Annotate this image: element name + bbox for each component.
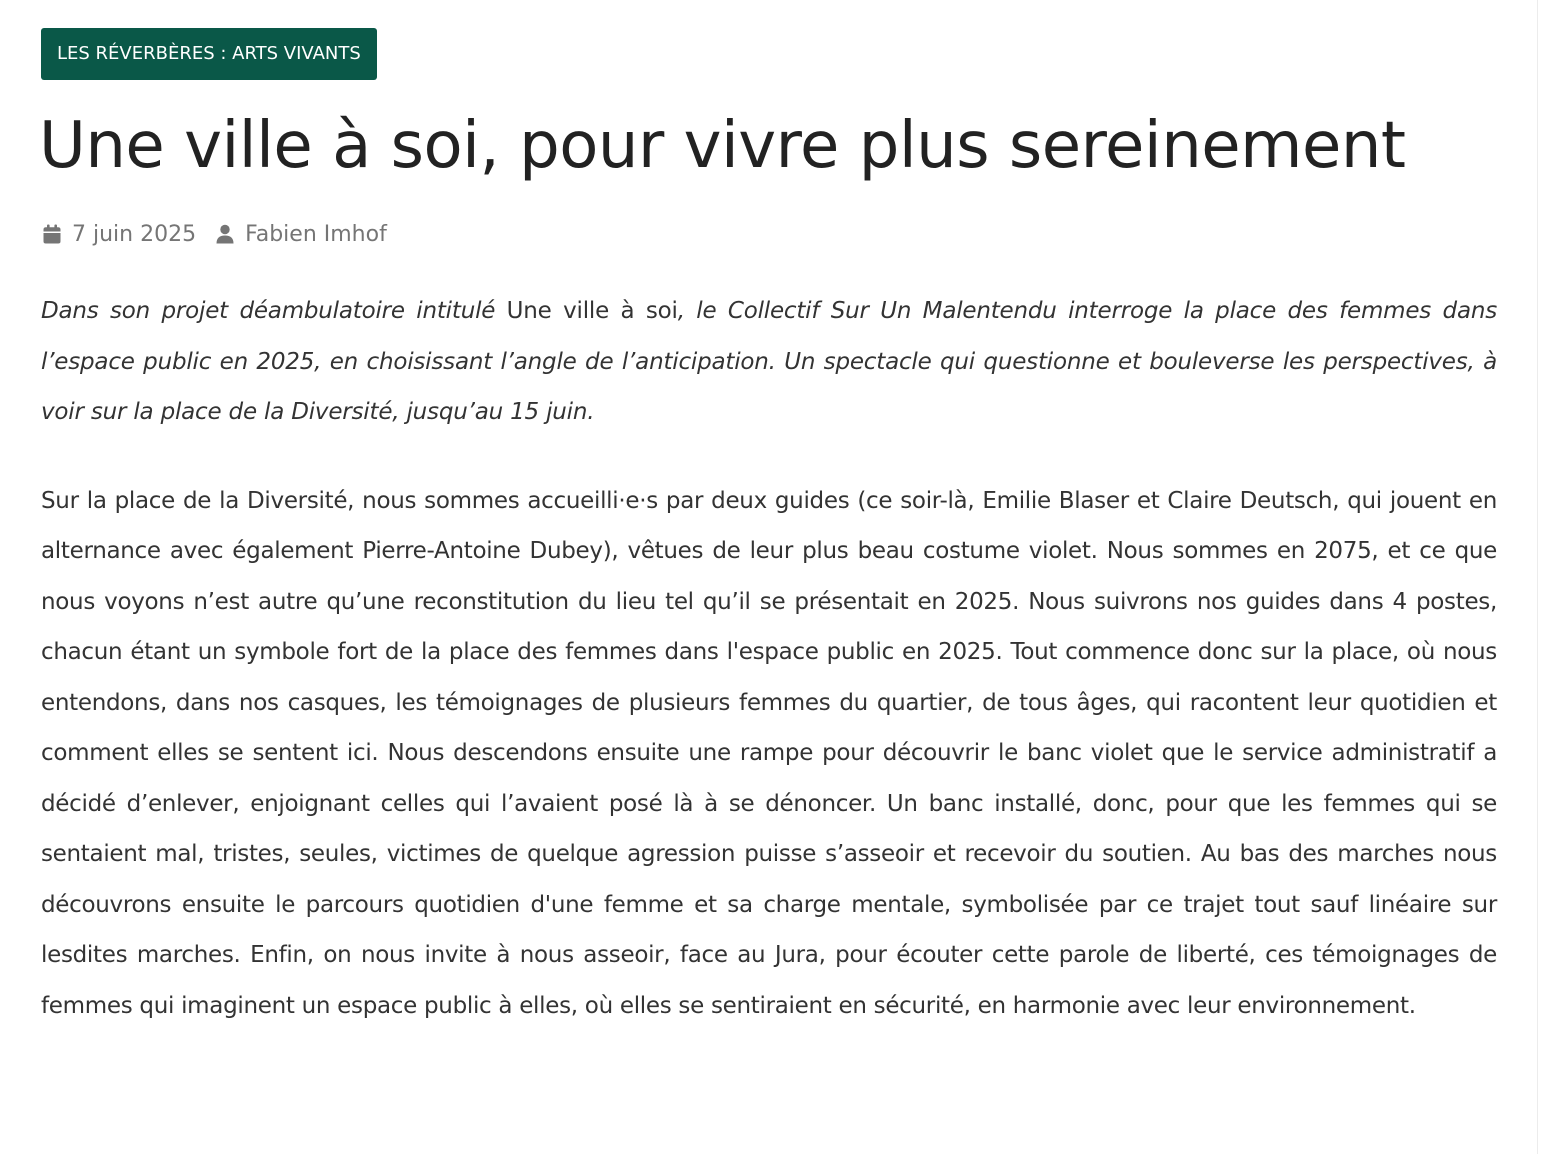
post-date-link[interactable]: 7 juin 2025 (72, 221, 197, 247)
intro-show-title: Une ville à soi (506, 298, 678, 324)
intro-text-start: Dans son projet déambulatoire intitulé (41, 298, 507, 324)
page-title: Une ville à soi, pour vivre plus sereinement (39, 109, 1406, 183)
article-meta (41, 218, 1497, 250)
category-badge[interactable]: LES RÉVERBÈRES : ARTS VIVANTS (41, 28, 377, 80)
article-paragraph: Sur la place de la Diversité, nous sommes accueilli·e·s par deux guides (ce soir-là, Emilie Blaser et Claire Deutsch, qui jouent en alternance avec également Pierre-Antoine Dubey), vêtues de leur plus beau costume violet. Nous sommes en 2075, et ce que nous voyons n’est autre qu’une reconstitution du lieu tel qu’il se présentait en 2025. Nous suivrons nos guides dans 4 postes, chacun étant un symbole fort de la place des femmes dans l'espace public en 2025. Tout commence donc sur la place, où nous entendons, dans nos casques, les témoignages de plusieurs femmes du quartier, de tous âges, qui racontent leur quotidien et comment elles se sentent ici. Nous descendons ensuite une rampe pour découvrir le banc violet que le service administratif a décidé d’enlever, enjoignant celles qui l’avaient posé là à se dénoncer. Un banc installé, donc, pour que les femmes qui se sentaient mal, tristes, seules, victimes de quelque agression puisse s’asseoir et recevoir du soutien. Au bas des marches nous découvrons ensuite le parcours quotidien d'une femme et sa charge mentale, symbolisée par ce trajet tout sauf linéaire sur lesdites marches. Enfin, on nous invite à nous asseoir, face au Jura, pour écouter cette parole de liberté, ces témoignages de femmes qui imaginent un espace public à elles, où elles se sentiraient en sécurité, en harmonie avec leur environnement. (41, 487, 1497, 1019)
article-intro (41, 286, 1497, 438)
intro-text-end: , le Collectif Sur Un Malentendu interroge la place des femmes dans l’espace public en 2025, en choisissant l’angle de l’anticipation. Un spectacle qui questionne et bouleverse les perspectives, à voir sur la place de la Diversité, jusqu’au 15 juin. (41, 298, 1497, 425)
user-icon (214, 223, 236, 245)
author-link[interactable]: Fabien Imhof (245, 221, 387, 247)
post-date (41, 222, 196, 247)
calendar-icon (41, 223, 63, 245)
page-edge-divider (1537, 0, 1538, 1154)
post-author (214, 222, 387, 247)
article (41, 28, 1497, 1031)
